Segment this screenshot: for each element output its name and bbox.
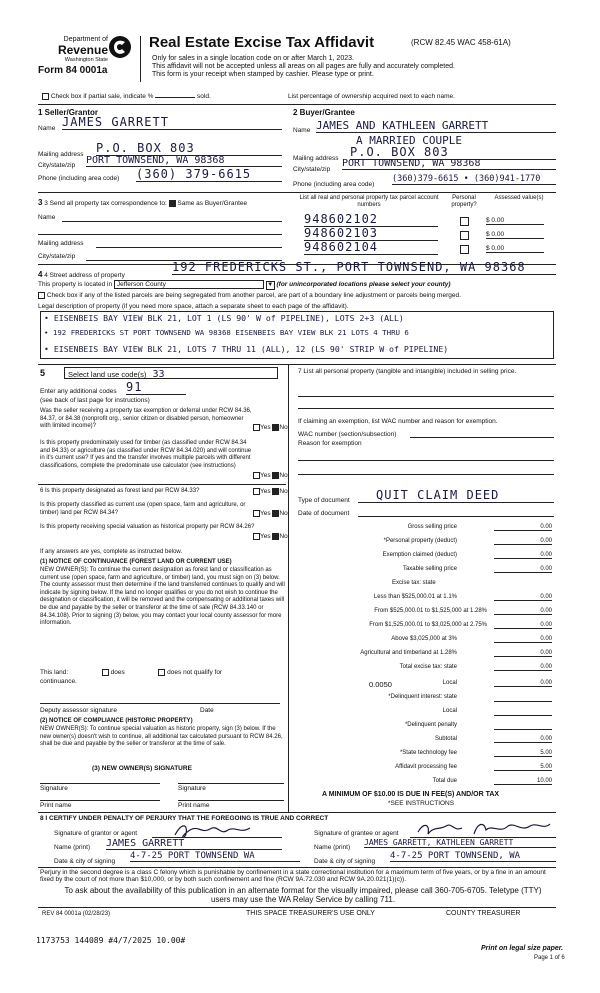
does-not-checkbox[interactable] (158, 669, 165, 676)
parcel-number: 948602104 (304, 240, 438, 255)
section5-number: 5 (40, 368, 46, 378)
corr-city-label: City/state/zip (38, 253, 76, 260)
same-as-buyer-label: Same as Buyer/Grantee (177, 200, 248, 207)
historic-question: Is this property receiving special valuation as historical property per RCW 84.26? (40, 524, 255, 530)
deputy-signature-label: Deputy assessor signature (40, 707, 117, 714)
cashier-stamp: 1173753 144089 #4/7/2025 10.00# (36, 936, 186, 945)
corr-mailing-label: Mailing address (38, 240, 84, 247)
current-use-question: Is this property classified as current use (open space, farm and agriculture, or timber) land per RCW 84.34? (40, 502, 246, 516)
continuance-label: continuance. (40, 678, 77, 685)
additional-codes: 91 (126, 380, 186, 395)
grantor-date-label: Date & city of signing (54, 858, 116, 865)
if-yes-note: If any answers are yes, complete as instructed below. (40, 549, 183, 555)
partial-sale-label: Check box if partial sale, indicate % (50, 93, 154, 101)
partial-sale-checkbox[interactable] (42, 93, 49, 100)
perjury-notice: Perjury in the second degree is a class C felony which is punishable by confinement in a state correctional institution for a maximum term of five years, or by a fine in an amount fixed by the court of not more than $10,000, or by both such confinement and fine (RCW 9A.72.030 and RCW 9A.20.021(1)(c)). (40, 869, 546, 884)
document-date-label: Date of document (298, 510, 350, 517)
correspondence-heading: 3 3 Send all property tax correspondence to: Same as Buyer/Grantee (38, 198, 248, 207)
excise-tax-state-label: Excise tax: state (392, 580, 436, 586)
document-type: QUIT CLAIM DEED (358, 488, 554, 503)
dept-line3: Washington State (64, 57, 108, 63)
seller-mailing: P.O. BOX 803 (96, 141, 282, 156)
legal-line-2: • 192 FREDERICKS ST PORT TOWNSEND WA 98368 EISENBEIS BAY VIEW BLK 21 LOTS 4 THRU 6 (44, 328, 409, 337)
q6a-answers: Yes No (253, 488, 288, 495)
legal-description-label: Legal description of property (if you need more space, attach a separate sheet to each page of the affidavit). (38, 303, 349, 310)
buyer-mailing: P.O. BOX 803 (350, 145, 556, 160)
form-rcw: (RCW 82.45 WAC 458-61A) (411, 38, 511, 47)
notice-continuance-heading: (1) NOTICE OF CONTINUANCE (FOREST LAND OR CURRENT USE) (40, 559, 232, 565)
dept-line2: Revenue (57, 43, 108, 57)
see-instructions-note: *SEE INSTRUCTIONS (388, 800, 455, 807)
seller-name: JAMES GARRETT (62, 115, 282, 130)
buyer-phone-label: Phone (including area code) (293, 181, 375, 188)
grantee-date-label: Date & city of signing (314, 858, 376, 865)
notice-compliance-body: NEW OWNER(S): To continue special valuation as historic property, sign (3) below. If the new owner(s) doesn't wish to continue, all additional tax calculated pursuant to RCW 84.26, shall be due and payable by the seller or transferor at the time of sale. (40, 726, 283, 748)
subtitle-3: This form is your receipt when stamped by cashier. Please type or print. (152, 71, 374, 78)
does-checkbox[interactable] (102, 669, 109, 676)
buyer-city-label: City/state/zip (293, 166, 331, 173)
owner-signature-label: Signature (40, 785, 68, 792)
seller-city: PORT TOWNSEND, WA 98368 (86, 155, 282, 167)
parcel-number: 948602103 (304, 226, 438, 241)
street-address: 192 FREDERICKS ST., PORT TOWNSEND, WA 98368 (172, 260, 556, 275)
notice-continuance-body: NEW OWNER(S): To continue the current designation as forest land or classification as current use (open space, farm and agriculture, or timber) land, you must sign on (3) below. The county assessor must then determine if the land transferred continues to qualify and will indicate by signing below. If the land no longer qualifies or you do not wish to continue the designation or classification, it will be removed and the compensating or additional taxes will be due and payable by the seller or transferor at the time of sale (RCW 84.33.140 or 84.34.108). Prior to signing (3) below, you may contact your local county assessor for more information. (40, 567, 285, 627)
seller-name-label: Name (38, 125, 56, 132)
additional-codes-label: Enter any additional codes (40, 388, 117, 395)
partial-sale-row (42, 93, 211, 100)
form-number: Form 84 0001a (38, 65, 108, 76)
treasurer-use-label: THIS SPACE TREASURER'S USE ONLY (246, 910, 375, 917)
seller-mailing-label: Mailing address (38, 151, 84, 158)
minimum-due-note: A MINIMUM OF $10.00 IS DUE IN FEE(S) AND/OR TAX (322, 791, 500, 798)
grantor-signature-label: Signature of grantor or agent (54, 830, 138, 837)
q6b-answers: Yes No (253, 510, 288, 517)
buyer-name: JAMES AND KATHLEEN GARRETT (316, 119, 556, 133)
q6c-yes-checkbox[interactable] (253, 533, 260, 540)
unincorporated-note: (for unincorporated locations please select your county) (276, 281, 451, 288)
grantor-date-city: 4-7-25 PORT TOWNSEND WA (130, 851, 300, 862)
county-treasurer-label: COUNTY TREASURER (446, 910, 521, 917)
legal-line-3: • EISENBEIS BAY VIEW BLK 21, LOTS 7 THRU 11 (ALL), 12 (LS 90' STRIP W of PIPELINE) (44, 344, 449, 354)
new-owner-signature-heading: (3) NEW OWNER(S) SIGNATURE (92, 765, 192, 772)
document-type-label: Type of document (298, 497, 350, 504)
buyer-city: PORT TOWNSEND, WA 98368 (342, 158, 556, 170)
partial-sale-sold: sold. (197, 93, 211, 101)
parcel-col1-header: List all real and personal property tax parcel account numbers (299, 195, 439, 208)
local-rate: 0.0050 (369, 680, 392, 689)
q2-yes-checkbox[interactable] (253, 472, 260, 479)
grantor-name: JAMES GARRETT (106, 838, 282, 850)
assessed-value: $ 0.00 (486, 245, 544, 253)
county-select[interactable]: Jefferson County (114, 280, 264, 289)
buyer-heading: 2 Buyer/Grantee (293, 108, 355, 117)
assessed-value: $ 0.00 (486, 217, 544, 225)
buyer-name-label: Name (293, 127, 311, 134)
grantor-name-label: Name (print) (54, 844, 91, 851)
legal-description-box[interactable] (40, 311, 554, 359)
ownership-note: List percentage of ownership acquired next to each name. (288, 93, 455, 100)
revenue-logo-icon (108, 34, 132, 60)
corr-name-label: Name (38, 214, 56, 221)
q2-answers: Yes No (253, 472, 288, 479)
exemption-claim-label: If claiming an exemption, list WAC number and reason for exemption. (298, 418, 498, 425)
buyer-name-2: A MARRIED COUPLE (356, 134, 462, 147)
legal-line-1: • EISENBEIS BAY VIEW BLK 21, LOT 1 (LS 90' W of PIPELINE), LOTS 2+3 (ALL) (44, 313, 404, 323)
grantee-date-city: 4-7-25 PORT TOWNSEND, WA (390, 851, 556, 862)
q6b-yes-checkbox[interactable] (253, 510, 260, 517)
notice-compliance-heading: (2) NOTICE OF COMPLIANCE (HISTORIC PROPERTY) (40, 718, 193, 724)
wac-number-label: WAC number (section/subsection) (298, 431, 397, 438)
q1-answers: Yes No (253, 424, 288, 431)
dept-line1: Department of (63, 36, 108, 43)
buyer-phone: (360)379-6615 • (360)941-1770 (392, 174, 556, 185)
county-row (38, 280, 451, 290)
legal-paper-note: Print on legal size paper. (481, 945, 564, 952)
correspondence-label: 3 Send all property tax correspondence to: (44, 200, 167, 207)
form-title: Real Estate Excise Tax Affidavit (149, 34, 375, 51)
page-number: Page 1 of 6 (534, 955, 565, 961)
personal-property-checkbox[interactable] (460, 231, 469, 240)
street-address-label: 4 4 Street address of property (38, 270, 125, 279)
see-back: (see back of last page for instructions) (40, 397, 150, 404)
seller-phone-label: Phone (including area code) (38, 175, 120, 182)
grantee-name: JAMES GARRETT, KATHLEEN GARRETT (364, 838, 556, 848)
alternate-format-notice: To ask about the availability of this publication in an alternate format for the visually impaired, please call 360-705-6705. Teletype (TTY) users may use the WA Relay Service by calling 711. (64, 886, 542, 904)
seller-heading: 1 Seller/Grantor (38, 108, 99, 117)
q1-yes-checkbox[interactable] (253, 424, 260, 431)
grantee-signature-label: Signature of grantee or agent (314, 830, 399, 837)
buyer-mailing-label: Mailing address (293, 155, 339, 162)
land-use-select[interactable]: Select land use code(s) 33 (64, 367, 278, 379)
parcel-col3-header: Assessed value(s) (494, 195, 544, 201)
personal-property-checkbox[interactable] (460, 245, 469, 254)
exemption-question: Was the seller receiving a property tax exemption or deferral under RCW 84.36, 84.37, or 84.38 (nonprofit org., senior citizen or disabled person, homeowner with limited income)? (40, 408, 252, 430)
same-as-buyer-checkbox[interactable] (169, 200, 176, 207)
reason-label: Reason for exemption (298, 440, 362, 447)
parcel-number: 948602102 (304, 212, 438, 227)
grantee-signature (414, 818, 554, 840)
q6a-yes-checkbox[interactable] (253, 488, 260, 495)
grantee-name-label: Name (print) (314, 844, 351, 851)
q6c-answers: Yes No (253, 533, 288, 540)
certify-statement: 8 I CERTIFY UNDER PENALTY OF PERJURY THAT THE FOREGOING IS TRUE AND CORRECT (40, 815, 329, 822)
segregated-row: Check box if any of the listed parcels are being segregated from another parcel, are part of a boundary line adjustment or parcels being merged. (38, 292, 461, 299)
seller-city-label: City/state/zip (38, 162, 76, 169)
timber-question: Is this property predominately used for timber (as classified under RCW 84.34 and 84.33) or agriculture (as classified under RCW 84.34.020) and will continue in it's current use? If yes and the transfer involves multiple parcels with different classifications, complete the predominate use calculator (see instructions) (40, 440, 252, 469)
assessed-value: $ 0.00 (486, 231, 544, 239)
forest-land-question: 6 Is this property designated as forest land per RCW 84.33? (40, 488, 200, 494)
segregated-checkbox[interactable] (38, 292, 45, 299)
affidavit-page: Department of Revenue Washington State Form 84 0001a Real Estate Excise Tax Affidavit (RCW 82.45 WAC 458-61A) Only for sales in a single location code on or after March 1, 2023. This affidavit will not be accepted unless all areas on all pages are fully and accurately completed. This form is your receipt when stamped by cashier. Please type or print. Check box if partial sale, indicate % sold. List percentage of ownership acquired next to each name. 1 Seller/Grantor Name JAMES GARRETT Mailing address P.O. BOX 803 City/state/zip PORT TOWNSEND, WA 98368 Phone (including area code) (360) 379-6615 2 Buyer/Grantee Name JAMES AND KATHLEEN GARRETT A MARRIED COUPLE Mailing address P.O. BOX 803 City/state/zip PORT TOWNSEND, WA 98368 Phone (including area code) (360)379-6615 • (360)941-1770 3 3 Send all property tax correspondence to: Same as Buyer/Grantee Name Mailing address City/state/zip List all real and personal property tax parcel account numbers Personal property? Assessed value(s) 948602102 $ 0.00 948602103 $ 0.00 948602104 $ 0.00 4 4 Street address of property 192 FREDERICKS ST., PORT TOWNSEND, WA 98368 This property is located in Jefferson County ▼ (for unincorporated locations please select your county) Check box if any of the listed parcels are being segregated from another parcel, are part of a boundary line adjustment or parcels being merged. Legal description of property (if you need more space, attach a separate sheet to each page of the affidavit). • EISENBEIS BAY VIEW BLK 21, LOT 1 (LS 90' W of PIPELINE), LOTS 2+3 (ALL) • 192 FREDERICKS ST PORT TOWNSEND WA 98368 EISENBEIS BAY VIEW BLK 21 LOTS 4 THRU 6 • EISENBEIS BAY VIEW BLK 21, LOTS 7 THRU 11 (ALL), 12 (LS 90' STRIP W of PIPELINE) 5 Select land use code(s) 33 Enter any additional codes 91 (see back of last page for instructions) Was the seller receiving a property tax exemption or deferral under RCW 84.36, 84.37, or 84.38 (nonprofit org., senior citizen or disabled person, homeowner with limited income)? Yes No Is this property predominately used for timber (as classified under RCW 84.34 and 84.33) or agriculture (as classified under RCW 84.34.020) and will continue in it's current use? If yes and the transfer involves multiple parcels with different classifications, complete the predominate use calculator (see instructions) Yes No 6 Is this property designated as forest land per RCW 84.33? Yes No Is this property classified as current use (open space, farm and agriculture, or timber) land per RCW 84.34? Yes No Is this property receiving special valuation as historical property per RCW 84.26? Yes No If any answers are yes, complete as instructed below. (1) NOTICE OF CONTINUANCE (FOREST LAND OR CURRENT USE) NEW OWNER(S): To continue the current designation as forest land or classification as current use (open space, farm and agriculture, or timber) land, you must sign on (3) below. The county assessor must then determine if the land transferred continues to qualify and will indicate by signing below. If the land no longer qualifies or you do not wish to continue the designation or classification, it will be removed and the compensating or additional taxes will be due and payable by the seller or transferor at the time of sale (RCW 84.33.140 or 84.34.108). Prior to signing (3) below, you may contact your local county assessor for more information. This land: does does not qualify for continuance. Deputy assessor signature Date (2) NOTICE OF COMPLIANCE (HISTORIC PROPERTY) NEW OWNER(S): To continue special valuation as historic property, sign (3) below. If the new owner(s) doesn't wish to continue, all additional tax calculated pursuant to RCW 84.26, shall be due and payable by the seller or transferor at the time of sale. (3) NEW OWNER(S) SIGNATURE Signature Signature Print name Print name 7 List all personal property (tangible and intangible) included in selling price. If claiming an exemption, list WAC number and reason for exemption. WAC number (section/subsection) Reason for exemption Type of document QUIT CLAIM DEED Date of document Gross selling price 0.00 *Personal property (deduct) 0.00 Exemption claimed (deduct) 0.00 Taxable selling price 0.00 Excise tax: state Less than $525,000.01 at 1.1% 0.00 From $525,000.01 to $1,525,000 at 1.28% 0.00 From $1,525,000.01 to $3,025,000 at 2.75% 0.00 Above $3,025,000 at 3% 0.00 Agricultural and timberland at 1.28% 0.00 Total excise tax: state 0.00 0.0050 Local 0.00 *Delinquent interest: state Local *Delinquent penalty Subtotal 0.00 *State technology fee 5.00 Affidavit processing fee 5.00 Total due 10.00 A MINIMUM OF $10.00 IS DUE IN FEE(S) AND/OR TAX *SEE INSTRUCTIONS 8 I CERTIFY UNDER PENALTY OF PERJURY THAT THE FOREGOING IS TRUE AND CORRECT Signature of grantor or agent Signature of grantee or agent Name (print) JAMES GARRETT Name (print) JAMES GARRETT, KATHLEEN GARRETT Date & city of signing 4-7-25 PORT TOWNSEND WA Date & city of signing 4-7-25 PORT TOWNSEND, WA Perjury in the second degree is a class C felony which is punishable by confinement in a state correctional institution for a maximum term of five years, or by a fine in an amount fixed by the court of not more than $10,000, or by both such confinement and fine (RCW 9A.72.030 and RCW 9A.20.021(1)(c)). To ask about the availability of this publication in an alternate format for the visually impaired, please call 360-705-6705. Teletype (TTY) users may use the WA Relay Service by calling 711. REV 84 0001a (02/28/23) THIS SPACE TREASURER'S USE ONLY COUNTY TREASURER 1173753 144089 #4/7/2025 10.00# Print on legal size paper. Page 1 of 6 (36, 34, 565, 961)
deputy-date-label: Date (200, 707, 214, 714)
subtitle-2: This affidavit will not be accepted unless all areas on all pages are fully and accurately completed. (152, 63, 455, 70)
personal-property-list-label: 7 List all personal property (tangible and intangible) included in selling price. (298, 368, 517, 375)
subtitle-1: Only for sales in a single location code on or after March 1, 2023. (152, 55, 354, 62)
located-label: This property is located in (38, 281, 113, 288)
chevron-down-icon[interactable]: ▼ (267, 282, 274, 288)
owner-signature-label-2: Signature (178, 785, 206, 792)
personal-property-checkbox[interactable] (460, 217, 469, 226)
revision-label: REV 84 0001a (02/28/23) (42, 911, 111, 917)
owner-print-name-label: Print name (40, 802, 72, 809)
land-use-code: 33 (152, 369, 165, 380)
seller-phone: (360) 379-6615 (136, 167, 282, 182)
owner-print-name-label-2: Print name (178, 802, 210, 809)
parcel-col2-header: Personal property? (451, 195, 477, 208)
this-land-row: This land: does does not qualify for (40, 669, 223, 677)
